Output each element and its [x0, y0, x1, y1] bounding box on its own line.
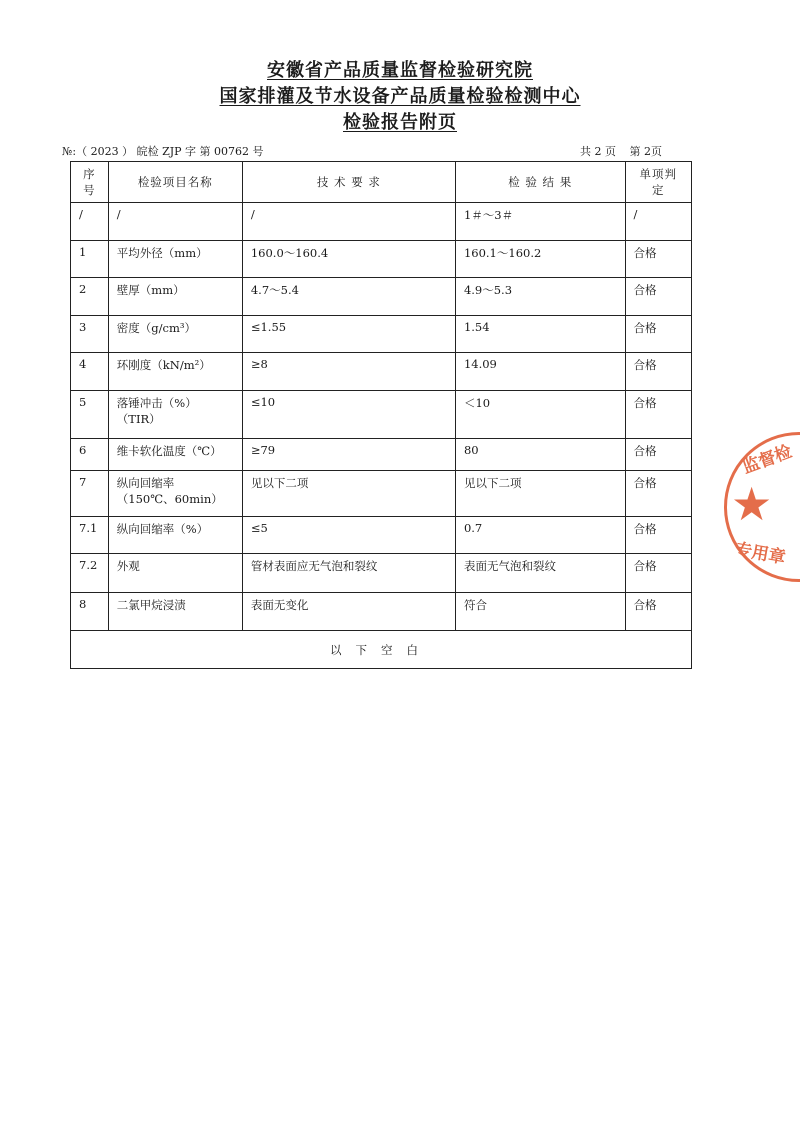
cell-result: 160.1～160.2	[455, 241, 625, 278]
cell-result: 14.09	[455, 353, 625, 391]
cell-result: 1.54	[455, 316, 625, 353]
table-row	[71, 316, 692, 353]
table-row	[71, 554, 692, 593]
cell-requirement: ≤1.55	[242, 316, 455, 353]
header-seq: 序号	[71, 162, 109, 203]
cell-requirement: 表面无变化	[242, 593, 455, 631]
cell-requirement: 4.7～5.4	[242, 278, 455, 316]
table-row	[71, 593, 692, 631]
cell-judgment: 合格	[625, 517, 691, 554]
cell-item: 二氯甲烷浸渍	[108, 593, 242, 631]
header-result: 检 验 结 果	[455, 162, 625, 203]
cell-requirement: 160.0～160.4	[242, 241, 455, 278]
cell-seq: 5	[71, 391, 109, 439]
cell-result: 80	[455, 439, 625, 471]
cell-result: 4.9～5.3	[455, 278, 625, 316]
cell-item	[108, 471, 242, 517]
cell-seq: 7.2	[71, 554, 109, 593]
star-icon: ★	[731, 477, 773, 531]
cell-requirement: ≥8	[242, 353, 455, 391]
cell-requirement: ≥79	[242, 439, 455, 471]
cell-item-line1: 纵向回缩率	[116, 476, 175, 490]
cell-judgment: 合格	[625, 593, 691, 631]
cell-item-line2: （TIR）	[116, 412, 161, 426]
cell-judgment: 合格	[625, 353, 691, 391]
header-item: 检验项目名称	[108, 162, 242, 203]
cell-seq: 7.1	[71, 517, 109, 554]
cell-item: 纵向回缩率（%）	[108, 517, 242, 554]
cell-item: 密度（g/cm³）	[108, 316, 242, 353]
cell-requirement: ≤10	[242, 391, 455, 439]
cell-item: /	[108, 203, 242, 241]
cell-seq: 2	[71, 278, 109, 316]
total-pages: 共 2 页	[580, 145, 616, 158]
cell-requirement: /	[242, 203, 455, 241]
cell-result: ＜10	[455, 391, 625, 439]
cell-seq: 6	[71, 439, 109, 471]
seal-bottom-text: 专用章	[733, 539, 787, 569]
institute-name: 安徽省产品质量监督检验研究院	[267, 60, 533, 81]
cell-judgment: 合格	[625, 471, 691, 517]
page-title: 检验报告附页	[343, 112, 457, 133]
page-info	[580, 143, 662, 159]
cell-result: 0.7	[455, 517, 625, 554]
table-row	[71, 391, 692, 439]
cell-item	[108, 391, 242, 439]
table-row	[71, 353, 692, 391]
cell-item: 外观	[108, 554, 242, 593]
cell-judgment: 合格	[625, 554, 691, 593]
cell-judgment: 合格	[625, 241, 691, 278]
inspection-table	[70, 161, 692, 669]
blank-row	[71, 631, 692, 669]
cell-item: 壁厚（mm）	[108, 278, 242, 316]
cell-judgment: 合格	[625, 391, 691, 439]
header-judgment: 单项判定	[625, 162, 691, 203]
cell-judgment: 合格	[625, 439, 691, 471]
report-number: №:（ 2023 ） 皖检 ZJP 字 第 00762 号	[62, 145, 264, 158]
cell-requirement: ≤5	[242, 517, 455, 554]
header-requirement: 技 术 要 求	[242, 162, 455, 203]
report-meta	[62, 143, 662, 159]
table-row	[71, 439, 692, 471]
cell-item: 维卡软化温度（℃）	[108, 439, 242, 471]
report-header	[0, 58, 800, 136]
cell-result: 1＃～3＃	[455, 203, 625, 241]
cell-result: 符合	[455, 593, 625, 631]
blank-note: 以下空白	[71, 631, 692, 669]
cell-item: 环刚度（kN/m²）	[108, 353, 242, 391]
table-row	[71, 517, 692, 554]
page-number: 第 2页	[629, 145, 662, 158]
table-row	[71, 241, 692, 278]
cell-item-line2: （150℃、60min）	[116, 492, 223, 506]
cell-item-line1: 落锤冲击（%）	[116, 396, 197, 410]
cell-judgment: 合格	[625, 316, 691, 353]
cell-seq: 3	[71, 316, 109, 353]
cell-requirement: 见以下二项	[242, 471, 455, 517]
cell-result: 表面无气泡和裂纹	[455, 554, 625, 593]
official-seal	[724, 432, 800, 582]
seal-top-text: 监督检	[739, 441, 795, 478]
cell-seq: 4	[71, 353, 109, 391]
cell-item: 平均外径（mm）	[108, 241, 242, 278]
table-row	[71, 278, 692, 316]
table-header-row	[71, 162, 692, 203]
cell-seq: 1	[71, 241, 109, 278]
table-row	[71, 471, 692, 517]
cell-judgment: /	[625, 203, 691, 241]
cell-seq: 8	[71, 593, 109, 631]
table-row	[71, 203, 692, 241]
center-name: 国家排灌及节水设备产品质量检验检测中心	[219, 86, 581, 107]
cell-judgment: 合格	[625, 278, 691, 316]
cell-seq: 7	[71, 471, 109, 517]
cell-requirement: 管材表面应无气泡和裂纹	[242, 554, 455, 593]
cell-result: 见以下二项	[455, 471, 625, 517]
cell-seq: /	[71, 203, 109, 241]
